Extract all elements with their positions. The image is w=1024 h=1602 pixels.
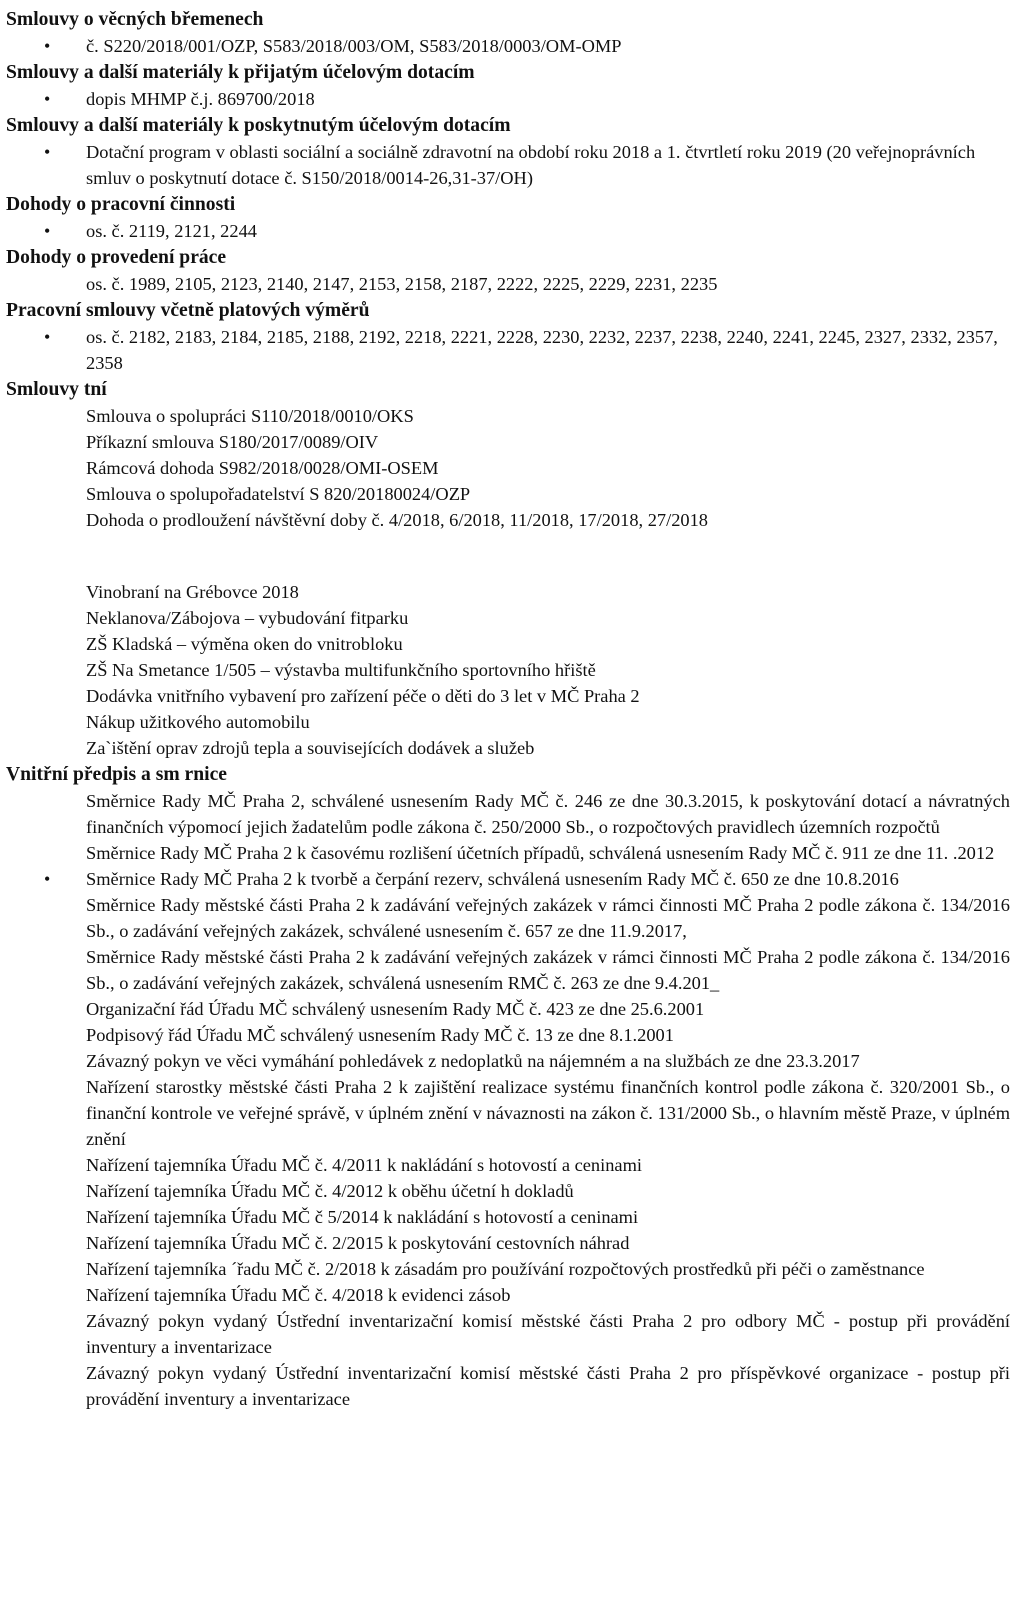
section-zakazky — [6, 579, 1010, 761]
list-item: ZŠ Na Smetance 1/505 – výstavba multifunkčního sportovního hřiště — [86, 660, 596, 680]
list-item: • os. č. 2119, 2121, 2244 — [6, 218, 1010, 244]
list-item: Nařízení tajemníka Úřadu MČ č. 4/2012 k oběhu účetní h dokladů — [86, 1181, 574, 1201]
list-item: Smlouva o spolupráci S110/2018/0010/OKS — [86, 406, 414, 426]
list-item: • dopis MHMP č.j. 869700/2018 — [6, 86, 1010, 112]
section-pracovni-smlouvy — [6, 297, 1010, 376]
list-item: Organizační řád Úřadu MČ schválený usnesením Rady MČ č. 423 ze dne 25.6.2001 — [86, 999, 705, 1019]
section-heading: Vnitřní předpis a sm rnice — [6, 764, 227, 785]
list-item: Rámcová dohoda S982/2018/0028/OMI-OSEM — [86, 458, 439, 478]
section-list — [6, 86, 1010, 112]
section-list — [6, 324, 1010, 376]
section-vecna-bremena — [6, 6, 1010, 59]
list-item: Vinobraní na Grébovce 2018 — [86, 582, 299, 602]
section-heading: Smlouvy a další materiály k poskytnutým účelovým dotacím — [6, 115, 511, 136]
section-prijate-dotace — [6, 59, 1010, 112]
section-list — [6, 579, 1010, 761]
list-item: Směrnice Rady městské části Praha 2 k zadávání veřejných zakázek v rámci činnosti MČ Praha 2 podle zákona č. 134/2016 Sb., o zadávání veřejných zakázek, schválené usnesením č. 657 ze dne 11.9.2017, — [86, 895, 1010, 941]
list-item: Nařízení tajemníka Úřadu MČ č. 4/2018 k evidenci zásob — [86, 1285, 511, 1305]
list-item: Směrnice Rady městské části Praha 2 k zadávání veřejných zakázek v rámci činnosti MČ Praha 2 podle zákona č. 134/2016 Sb., o zadávání veřejných zakázek, schválená usnesením RMČ č. 263 ze dne 9.4.201_ — [86, 947, 1010, 993]
section-gap — [6, 533, 1010, 579]
section-list — [6, 403, 1010, 533]
section-heading: Smlouvy tní — [6, 379, 107, 400]
section-heading: Smlouvy o věcných břemenech — [6, 9, 264, 30]
list-item: • č. S220/2018/001/OZP, S583/2018/003/OM, S583/2018/0003/OM-OMP — [6, 33, 1010, 59]
section-smlouvy-ostatni — [6, 376, 1010, 533]
list-item: Směrnice Rady MČ Praha 2 k časovému rozlišení účetních případů, schválená usnesením Rady MČ č. 911 ze dne 11. .2012 — [86, 843, 995, 863]
section-list — [6, 33, 1010, 59]
list-item: Nařízení starostky městské části Praha 2 k zajištění realizace systému finančních kontrol podle zákona č. 320/2001 Sb., o finanční kontrole ve veřejné správě, v úplném znění v návaznosti na zákon č. 131/2000 Sb., o hlavním městě Praze, v úplném znění — [86, 1077, 1010, 1149]
section-heading: Smlouvy a další materiály k přijatým účelovým dotacím — [6, 62, 475, 83]
list-item: Nařízení tajemníka Úřadu MČ č. 2/2015 k poskytování cestovních náhrad — [86, 1233, 630, 1253]
list-item: • Směrnice Rady MČ Praha 2 k tvorbě a čerpání rezerv, schválená usnesením Rady MČ č. 650 ze dne 10.8.2016 — [6, 866, 1010, 892]
list-item: Směrnice Rady MČ Praha 2, schválené usnesením Rady MČ č. 246 ze dne 30.3.2015, k poskytování dotací a návratných finančních výpomocí jejich žadatelům podle zákona č. 250/2000 Sb., o rozpočtových pravidlech územních rozpočtů — [86, 791, 1010, 837]
list-item: Závazný pokyn vydaný Ústřední inventarizační komisí městské části Praha 2 pro příspěvkové organizace - postup při provádění inventury a inventarizace — [86, 1363, 1010, 1409]
list-item: Dohoda o prodloužení návštěvní doby č. 4/2018, 6/2018, 11/2018, 17/2018, 27/2018 — [86, 510, 708, 530]
section-dpc — [6, 191, 1010, 244]
list-item: Dodávka vnitřního vybavení pro zařízení péče o děti do 3 let v MČ Praha 2 — [86, 686, 640, 706]
list-item: os. č. 1989, 2105, 2123, 2140, 2147, 2153, 2158, 2187, 2222, 2225, 2229, 2231, 2235 — [86, 274, 718, 294]
list-item: Příkazní smlouva S180/2017/0089/OIV — [86, 432, 379, 452]
list-item: Neklanova/Zábojova – vybudování fitparku — [86, 608, 409, 628]
section-list — [6, 271, 1010, 297]
section-poskytnute-dotace — [6, 112, 1010, 191]
section-list — [6, 139, 1010, 191]
section-list — [6, 218, 1010, 244]
list-item: • os. č. 2182, 2183, 2184, 2185, 2188, 2192, 2218, 2221, 2228, 2230, 2232, 2237, 2238, 2240, 2241, 2245, 2327, 2332, 2357, 2358 — [6, 324, 1010, 376]
section-vnitrni-predpisy — [6, 761, 1010, 1412]
list-item: Podpisový řád Úřadu MČ schválený usnesením Rady MČ č. 13 ze dne 8.1.2001 — [86, 1025, 674, 1045]
section-heading: Dohody o pracovní činnosti — [6, 194, 236, 215]
section-dpp — [6, 244, 1010, 297]
section-list — [6, 788, 1010, 1412]
list-item: Za`ištění oprav zdrojů tepla a souvisejících dodávek a služeb — [86, 738, 535, 758]
list-item: Závazný pokyn vydaný Ústřední inventarizační komisí městské části Praha 2 pro odbory MČ - postup při provádění inventury a inventarizace — [86, 1311, 1010, 1357]
list-item: Nařízení tajemníka Úřadu MČ č 5/2014 k nakládání s hotovostí a ceninami — [86, 1207, 639, 1227]
section-heading: Pracovní smlouvy včetně platových výměrů — [6, 300, 370, 321]
list-item: Smlouva o spolupořadatelství S 820/20180024/OZP — [86, 484, 471, 504]
list-item: Nákup užitkového automobilu — [86, 712, 310, 732]
list-item: • Dotační program v oblasti sociální a sociálně zdravotní na období roku 2018 a 1. čtvrtletí roku 2019 (20 veřejnoprávních smluv o poskytnutí dotace č. S150/2018/0014-26,31-37/OH) — [6, 139, 1010, 191]
list-item: Nařízení tajemníka ´řadu MČ č. 2/2018 k zásadám pro používání rozpočtových prostředků při péči o zaměstnance — [86, 1259, 925, 1279]
list-item: Nařízení tajemníka Úřadu MČ č. 4/2011 k nakládání s hotovostí a ceninami — [86, 1155, 643, 1175]
list-item: Závazný pokyn ve věci vymáhání pohledávek z nedoplatků na nájemném a na službách ze dne 23.3.2017 — [86, 1051, 860, 1071]
list-item: ZŠ Kladská – výměna oken do vnitrobloku — [86, 634, 403, 654]
section-heading: Dohody o provedení práce — [6, 247, 227, 268]
